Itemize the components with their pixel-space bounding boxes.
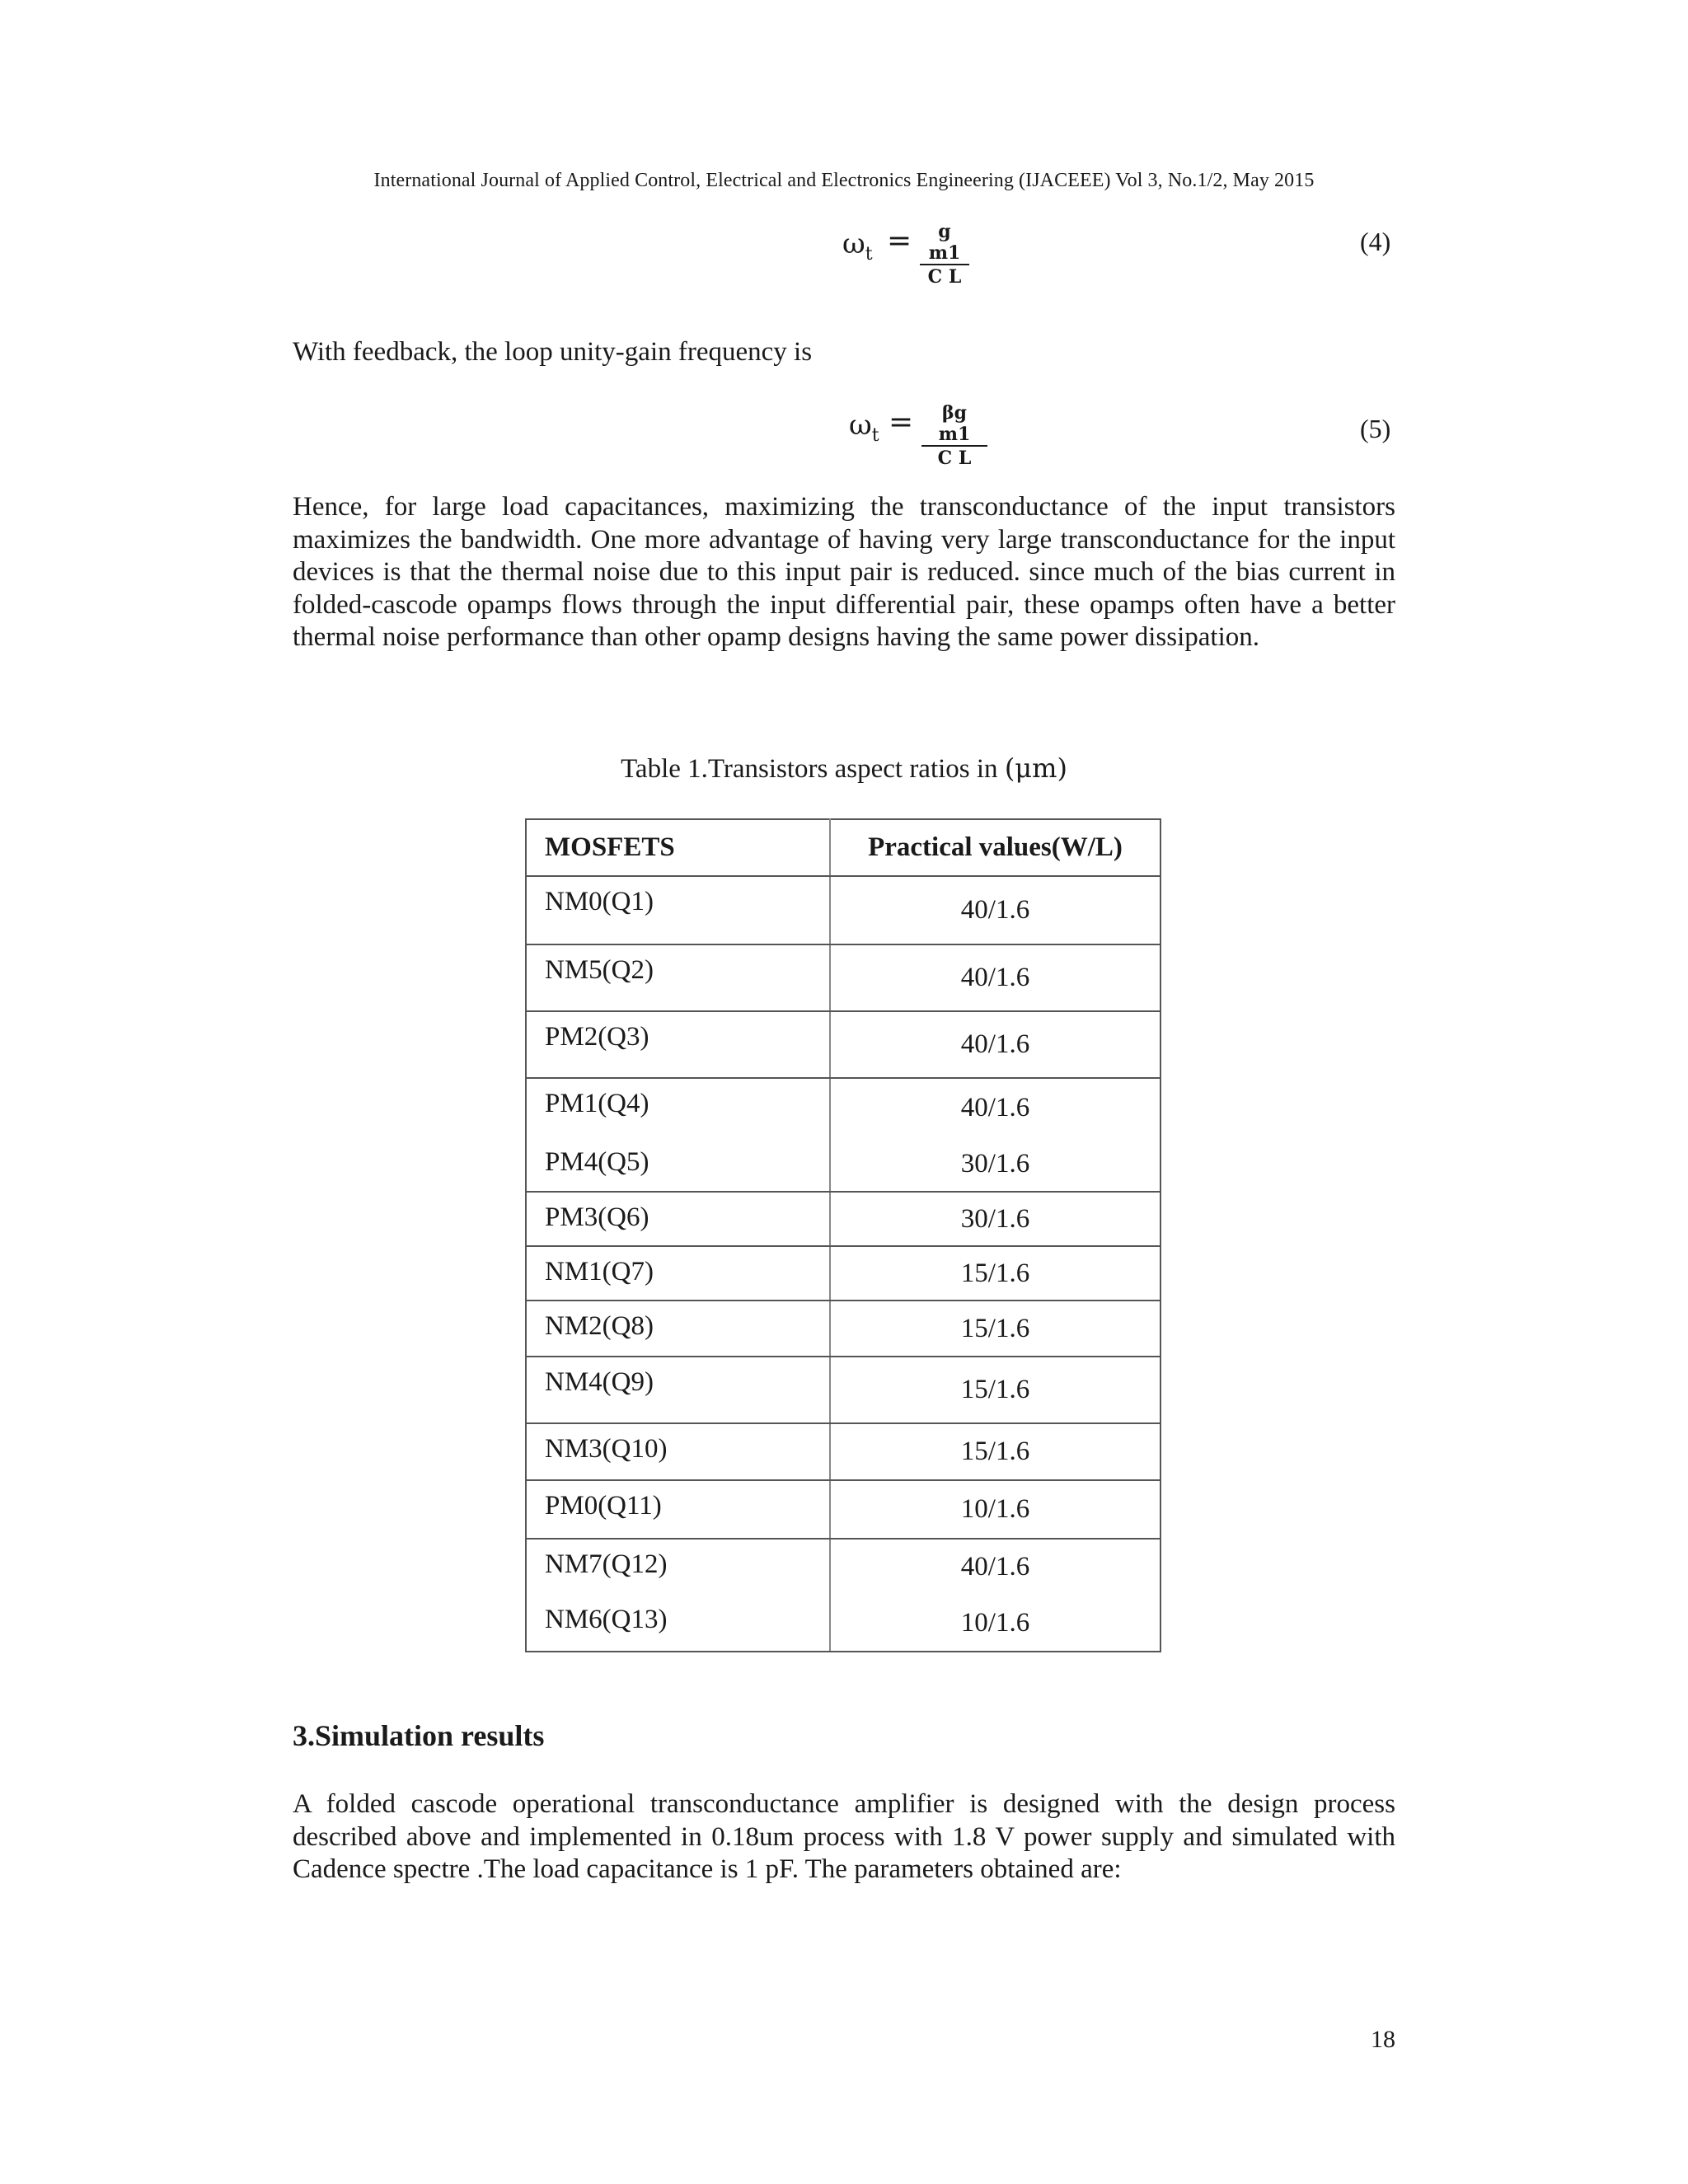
value-cell: 15/1.6 (830, 1246, 1160, 1301)
paragraph-bandwidth: Hence, for large load capacitances, maximizing the transconductance of the input transistors maximizes the bandwidth. One more advantage of having very large transconductance for the input devices is that the thermal noise due to this input pair is reduced. since much of the bias current in folded-cascode opamps flows through the input differential pair, these opamps often have a better thermal noise performance than other opamp designs having the same power dissipation. (293, 492, 1395, 652)
mosfet-cell: NM3(Q10) (526, 1423, 830, 1480)
eq5-lhs-sub: t (871, 424, 879, 446)
mosfet-cell: NM6(Q13) (526, 1595, 830, 1652)
table-row (526, 1480, 1160, 1539)
mosfet-cell: PM4(Q5) (526, 1137, 830, 1192)
table-row (526, 1246, 1160, 1301)
eq5-lhs: ω (849, 409, 872, 442)
mosfet-cell: NM1(Q7) (526, 1246, 830, 1301)
value-cell: 10/1.6 (830, 1595, 1160, 1652)
journal-header: International Journal of Applied Control, Electrical and Electronics Engineering (IJACEEE) Vol 3, No.1/2, May 2015 (373, 170, 1315, 191)
value-cell: 40/1.6 (830, 944, 1160, 1011)
mosfet-cell: NM2(Q8) (526, 1301, 830, 1357)
table-row (526, 1301, 1160, 1357)
column-header-values: Practical values(W/L) (830, 819, 1160, 876)
eq5-numerator: βg m1 (921, 402, 987, 447)
eq4-lhs: ω (842, 227, 865, 260)
value-cell: 15/1.6 (830, 1301, 1160, 1357)
aspect-ratio-table (525, 818, 1161, 1652)
value-cell: 40/1.6 (830, 1011, 1160, 1078)
table-row (526, 1078, 1160, 1137)
paragraph-simulation: A folded cascode operational transconductance amplifier is designed with the design process described above and implemented in 0.18um process with 1.8 V power supply and simulated with Cadence spectre .The load capacitance is 1 pF. The parameters obtained are: (293, 1789, 1395, 1884)
table-row (526, 876, 1160, 944)
table-row (526, 944, 1160, 1011)
equation-4-number: (4) (1360, 227, 1391, 256)
table-row (526, 1192, 1160, 1246)
value-cell: 30/1.6 (830, 1137, 1160, 1192)
mosfet-cell: PM3(Q6) (526, 1192, 830, 1246)
mosfet-cell: PM0(Q11) (526, 1480, 830, 1539)
eq5-denominator: C L (937, 448, 972, 469)
value-cell: 15/1.6 (830, 1423, 1160, 1480)
table-row (526, 1595, 1160, 1652)
value-cell: 40/1.6 (830, 876, 1160, 944)
mosfet-cell: PM2(Q3) (526, 1011, 830, 1078)
mosfet-cell: NM0(Q1) (526, 876, 830, 944)
value-cell: 40/1.6 (960, 1093, 1030, 1122)
table-row (526, 1011, 1160, 1078)
table-caption (0, 752, 1688, 785)
table-header-row (526, 819, 1160, 876)
table-row (526, 1137, 1160, 1192)
equation-5: $\omega_t$ = $\frac{\text{βg m1}}{\text{C L}}$ (849, 402, 997, 460)
eq4-lhs-sub: t (865, 243, 873, 265)
eq4-denominator: C L (927, 266, 962, 288)
value-cell: 30/1.6 (830, 1192, 1160, 1246)
value-cell: 15/1.6 (830, 1357, 1160, 1423)
table-row (526, 1539, 1160, 1595)
paragraph-feedback: With feedback, the loop unity-gain frequency is (293, 337, 813, 367)
mosfet-cell: NM7(Q12) (526, 1539, 830, 1595)
eq4-numerator: g m1 (920, 221, 969, 265)
value-cell: 40/1.6 (960, 1552, 1030, 1582)
value-cell: 10/1.6 (830, 1480, 1160, 1539)
mosfet-cell: NM5(Q2) (526, 944, 830, 1011)
column-header-mosfets: MOSFETS (526, 819, 830, 876)
table-row (526, 1423, 1160, 1480)
table-row (526, 1357, 1160, 1423)
page-number: 18 (1371, 2026, 1395, 2053)
equation-5-number: (5) (1360, 414, 1391, 443)
section-heading: 3.Simulation results (293, 1719, 545, 1752)
mosfet-cell: NM4(Q9) (526, 1357, 830, 1423)
equation-4: $\omega_t$ = $\frac{\text{g m1}}{\text{C L}}$ (842, 221, 974, 279)
table-caption-text: Table 1.Transistors aspect ratios in (621, 754, 998, 784)
mosfet-cell: PM1(Q4) (526, 1078, 830, 1137)
table-caption-unit: (μm) (1004, 752, 1067, 784)
